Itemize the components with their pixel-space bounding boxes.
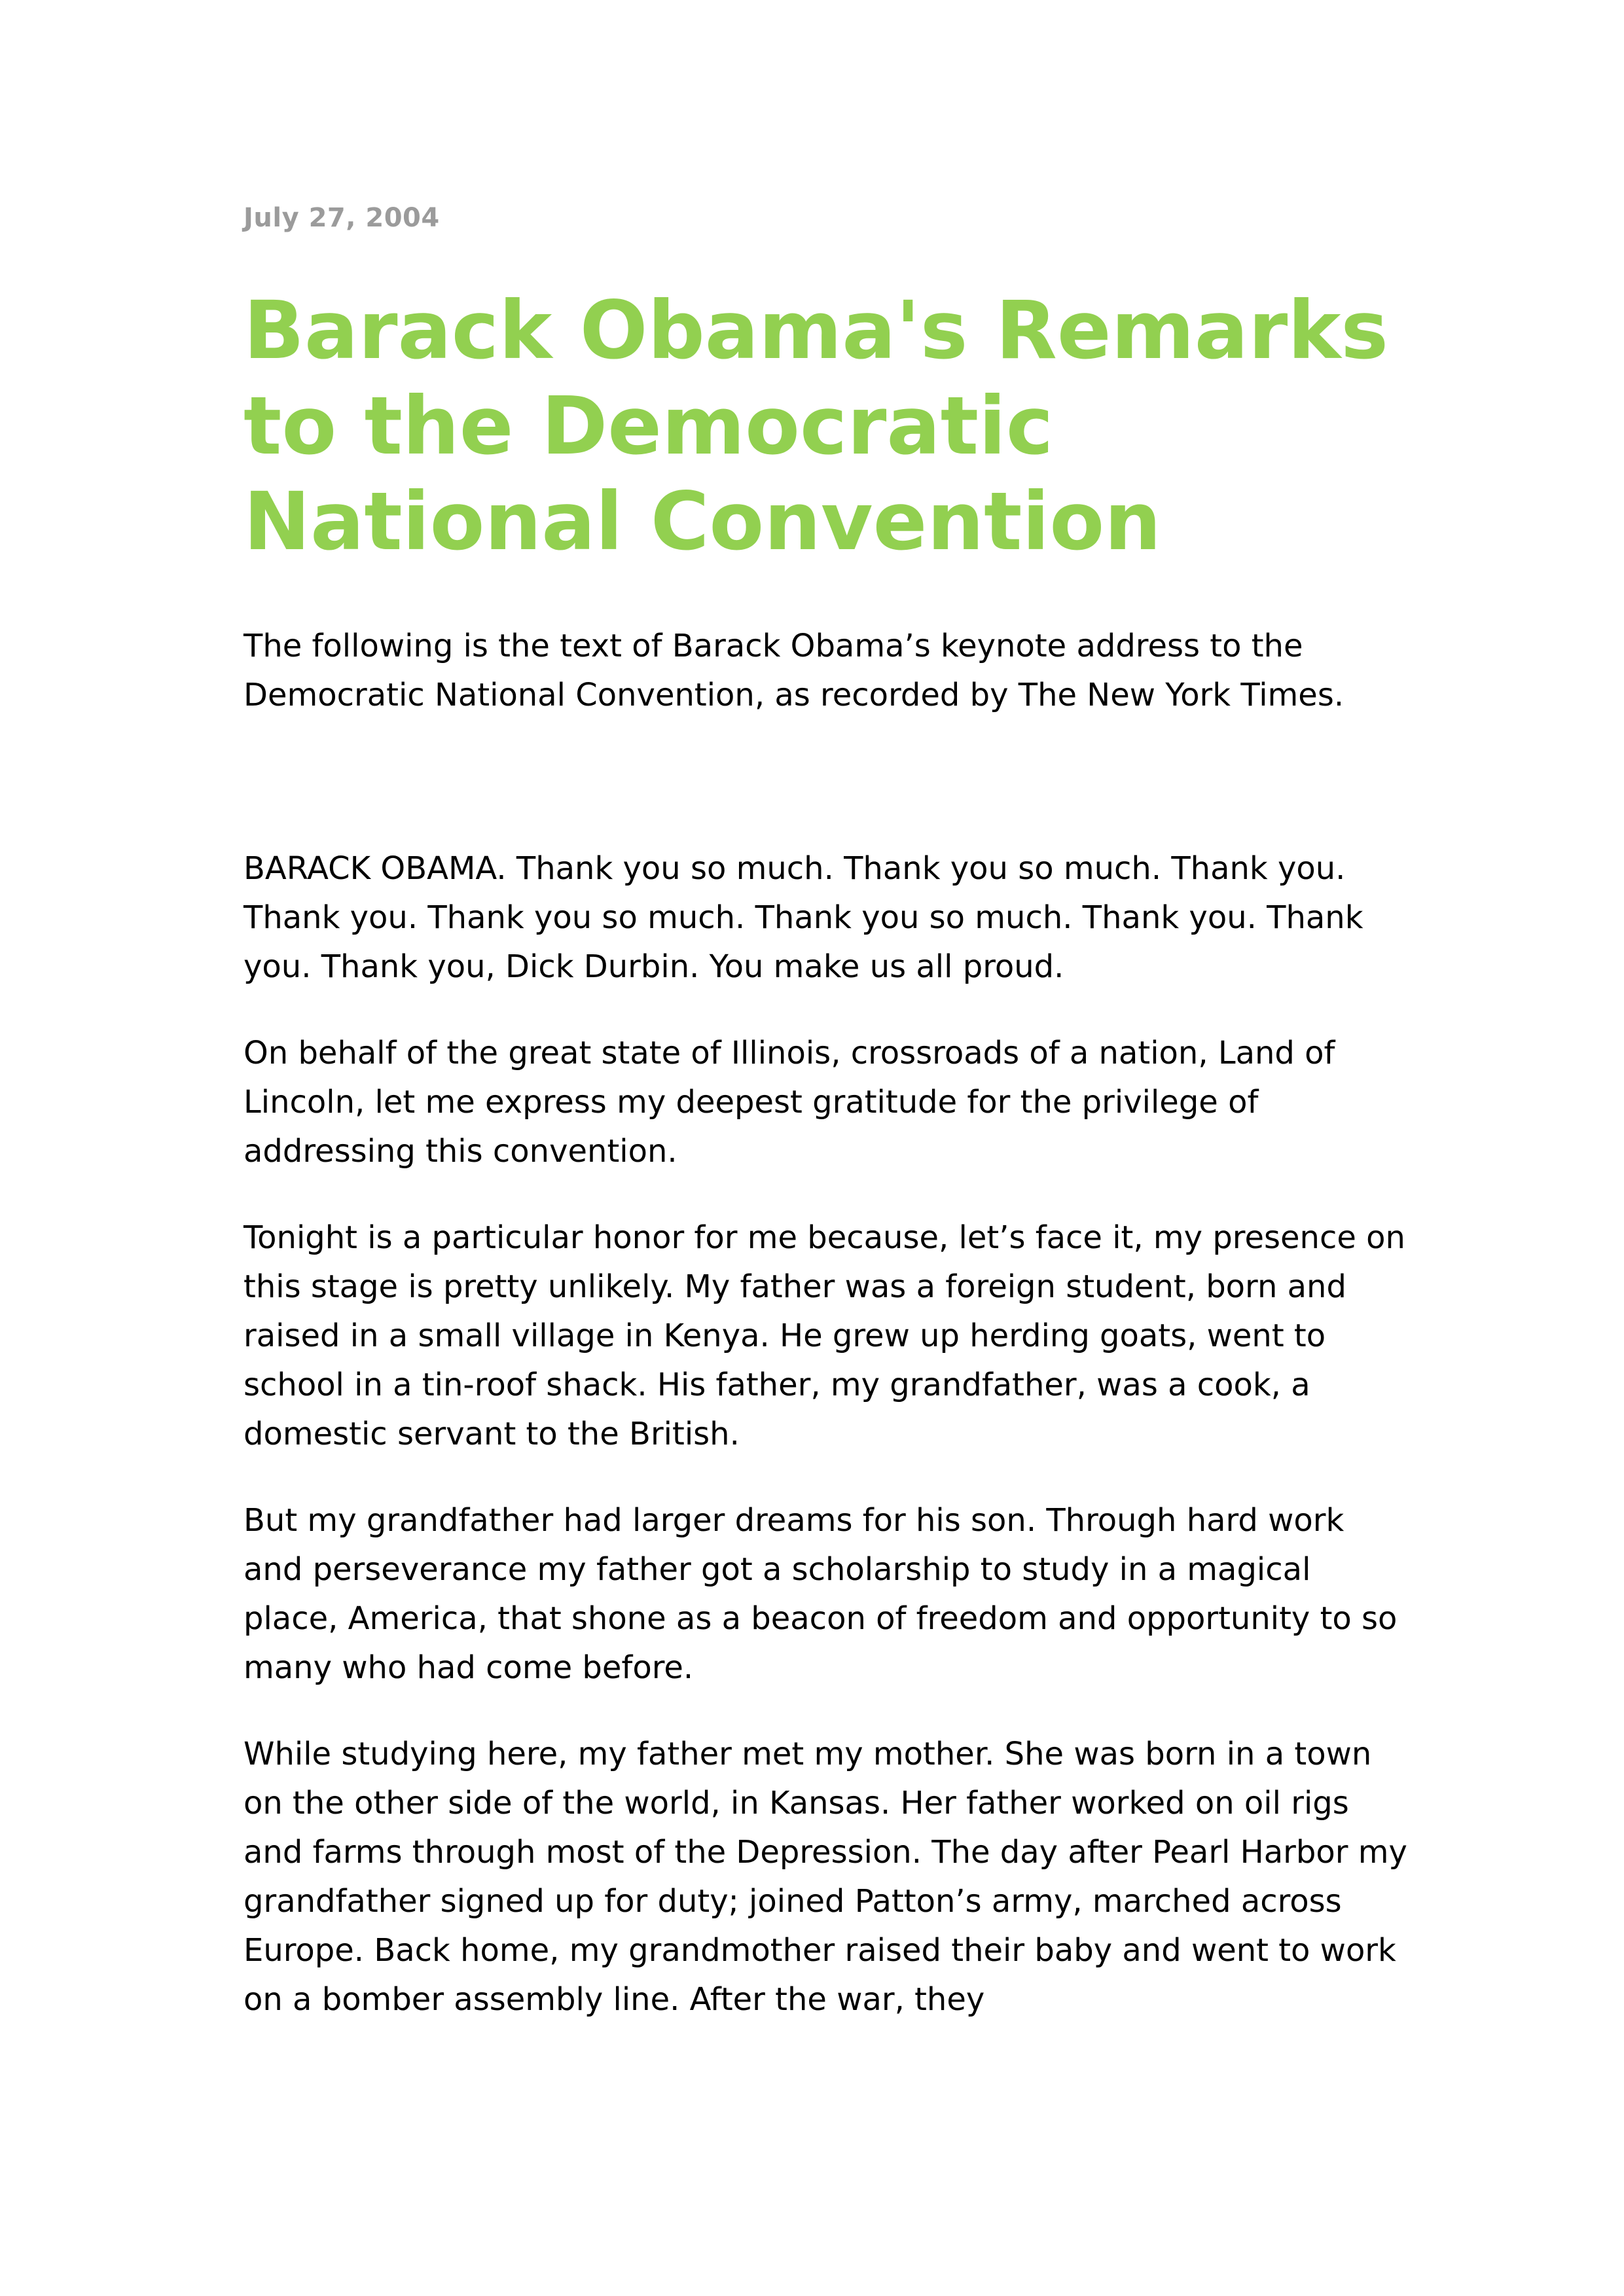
publication-date: July 27, 2004	[244, 203, 440, 233]
speech-paragraph: On behalf of the great state of Illinois, crossroads of a nation, Land of Lincoln, let me express my deepest gratitude for the privilege of addressing this convention.	[244, 1035, 1335, 1170]
speech-paragraph: While studying here, my father met my mother. She was born in a town on the other side of the world, in Kansas. Her father worked on oil rigs and farms through most of the Depression. The day after Pearl Harbor my grandfather signed up for duty; joined Patton’s army, marched across Europe. Back home, my grandmother raised their baby and went to work on a bomber assembly line. After the war, they	[244, 1736, 1407, 2018]
speech-paragraph: But my grandfather had larger dreams for his son. Through hard work and perseverance my father got a scholarship to study in a magical place, America, that shone as a beacon of freedom and opportunity to so many who had come before.	[244, 1502, 1398, 1686]
speech-body	[244, 844, 1409, 2062]
intro-paragraph: The following is the text of Barack Obama’s keynote address to the Democratic National Convention, as recorded by The New York Times.	[244, 628, 1344, 713]
speech-paragraph: Tonight is a particular honor for me because, let’s face it, my presence on this stage is pretty unlikely. My father was a foreign student, born and raised in a small village in Kenya. He grew up herding goats, went to school in a tin-roof shack. His father, my grandfather, was a cook, a domestic servant to the British.	[244, 1219, 1405, 1452]
speech-paragraph: BARACK OBAMA. Thank you so much. Thank you so much. Thank you. Thank you. Thank you so much. Thank you so much. Thank you. Thank you. Thank you, Dick Durbin. You make us all proud.	[244, 850, 1363, 985]
document-title: Barack Obama's Remarks to the Democratic National Convention	[244, 284, 1389, 568]
